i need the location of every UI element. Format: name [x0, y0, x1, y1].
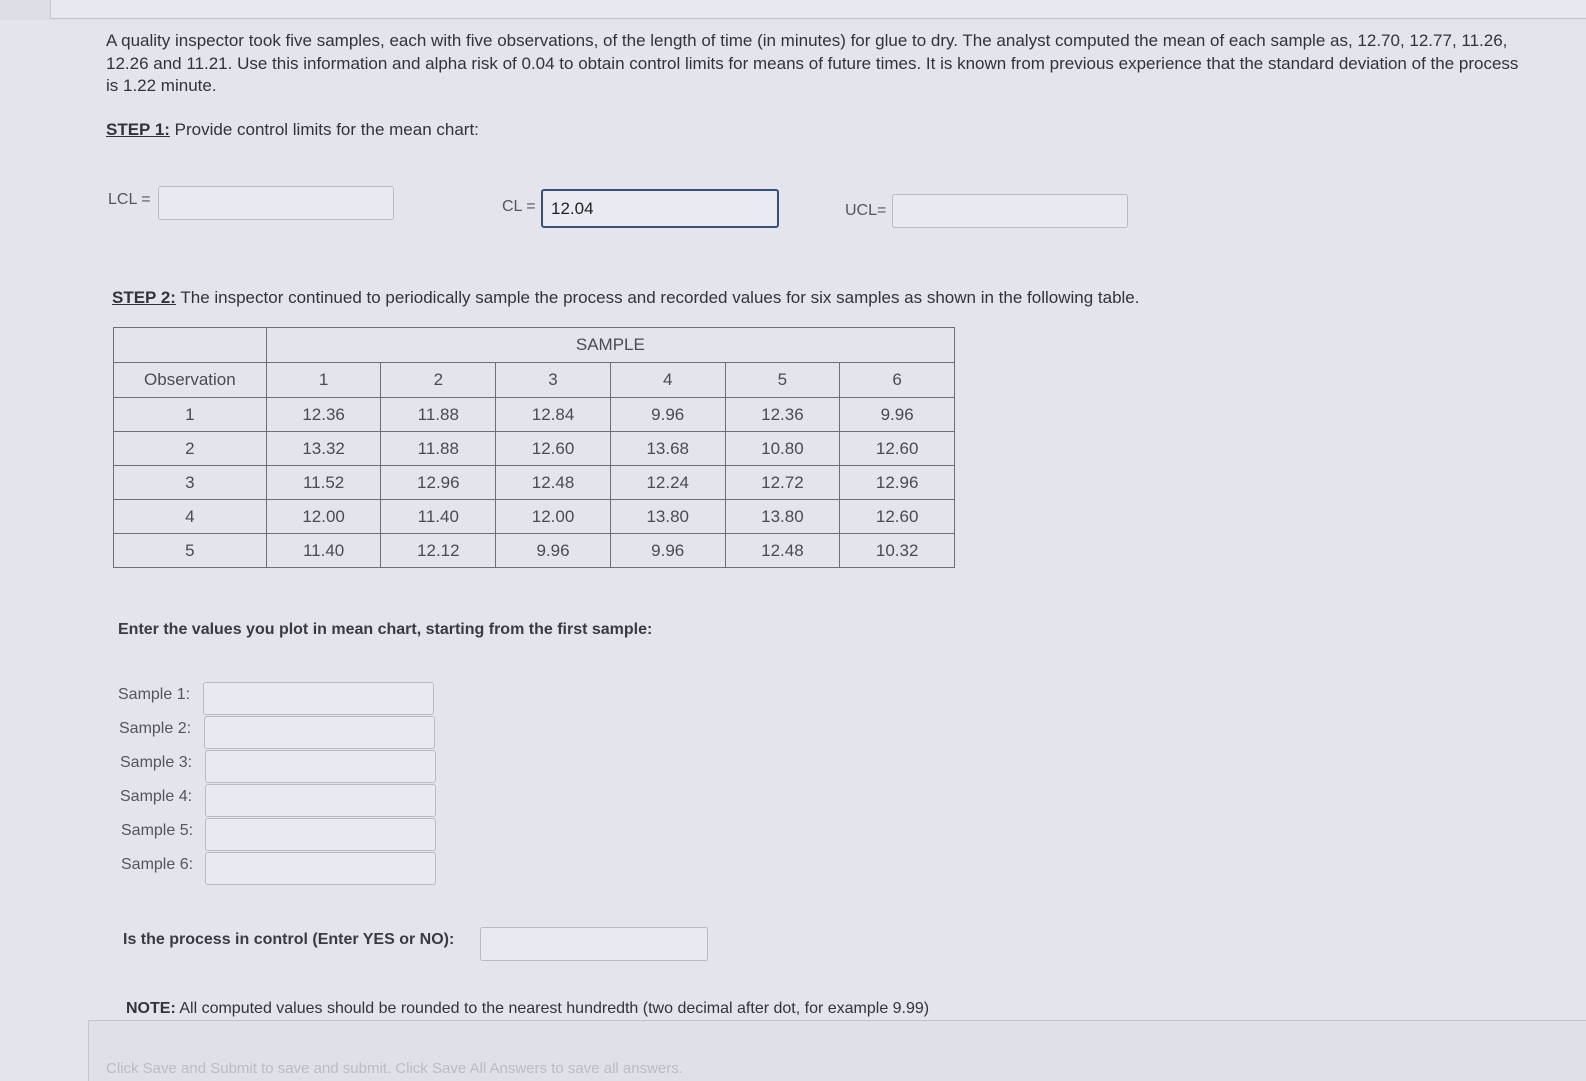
- table-row: [114, 398, 955, 432]
- table-cell: 12.00: [496, 500, 611, 534]
- table-cell: 9.96: [496, 534, 611, 568]
- table-cell: 11.88: [381, 432, 496, 466]
- table-row: [114, 466, 955, 500]
- previous-question-panel: [50, 0, 1586, 19]
- table-cell: 12.00: [266, 500, 381, 534]
- note-label: NOTE:: [126, 1000, 176, 1017]
- table-cell: 12.72: [725, 466, 840, 500]
- sample-group-header: SAMPLE: [266, 328, 954, 363]
- table-cell: 12.36: [266, 398, 381, 432]
- observation-number: 4: [114, 500, 267, 534]
- table-cell: 12.84: [496, 398, 611, 432]
- sample-5-input[interactable]: [205, 818, 436, 851]
- table-cell: 9.96: [840, 398, 955, 432]
- observation-number: 5: [114, 534, 267, 568]
- sample-6-input[interactable]: [205, 852, 436, 885]
- sample-3-input[interactable]: [205, 750, 436, 783]
- problem-statement: A quality inspector took five samples, each with five observations, of the length of time (in minutes) for glue to dry. The analyst computed the mean of each sample as, 12.70, 12.77, 11.26, 12.26 and 11.21. Use this information and alpha risk of 0.04 to obtain control limits for means of future times. It is known from previous experience that the standard deviation of the process is 1.22 minute.: [106, 31, 1519, 95]
- observation-number: 3: [114, 466, 267, 500]
- table-cell: 12.24: [610, 466, 725, 500]
- rounding-note: [126, 1000, 929, 1018]
- observation-number: 1: [114, 398, 267, 432]
- table-cell: 12.96: [840, 466, 955, 500]
- sample-4-input[interactable]: [205, 784, 436, 817]
- sample-5-label: Sample 5:: [121, 822, 194, 839]
- table-cell: 10.80: [725, 432, 840, 466]
- sample-6-label: Sample 6:: [121, 856, 194, 873]
- table-group-header-row: [114, 328, 955, 363]
- table-cell: 11.40: [381, 500, 496, 534]
- observations-table: [113, 327, 955, 568]
- table-corner-cell: [114, 328, 267, 363]
- table-cell: 11.52: [266, 466, 381, 500]
- observation-number: 2: [114, 432, 267, 466]
- sample-4-label: Sample 4:: [120, 788, 193, 805]
- submit-instructions: Click Save and Submit to save and submit. Click Save All Answers to save all answers.: [106, 1060, 683, 1077]
- table-cell: 11.40: [266, 534, 381, 568]
- sample-header: 3: [496, 363, 611, 398]
- sample-1-label: Sample 1:: [118, 686, 191, 703]
- table-row: [114, 500, 955, 534]
- table-cell: 13.80: [725, 500, 840, 534]
- observation-header: Observation: [114, 363, 267, 398]
- table-row: [114, 432, 955, 466]
- table-sample-header-row: [114, 363, 955, 398]
- sample-2-label: Sample 2:: [119, 720, 192, 737]
- table-row: [114, 534, 955, 568]
- control-question-label: Is the process in control (Enter YES or NO):: [123, 931, 455, 948]
- step1-text: Provide control limits for the mean chart:: [169, 120, 479, 139]
- step2-label: STEP 2:: [112, 288, 176, 307]
- sample-1-input[interactable]: [203, 682, 434, 715]
- table-cell: 12.60: [496, 432, 611, 466]
- table-cell: 11.88: [381, 398, 496, 432]
- table-cell: 12.60: [840, 432, 955, 466]
- table-cell: 13.32: [266, 432, 381, 466]
- table-cell: 12.48: [496, 466, 611, 500]
- ucl-input[interactable]: [892, 194, 1128, 228]
- table-cell: 12.12: [381, 534, 496, 568]
- cl-label: CL =: [502, 198, 536, 215]
- table-cell: 12.48: [725, 534, 840, 568]
- plot-values-prompt: Enter the values you plot in mean chart, starting from the first sample:: [118, 621, 653, 638]
- step2-text: The inspector continued to periodically sample the process and recorded values for six samples as shown in the following table.: [175, 288, 1140, 307]
- sample-header: 6: [840, 363, 955, 398]
- step2-heading: [112, 288, 1139, 308]
- sample-header: 5: [725, 363, 840, 398]
- table-cell: 10.32: [840, 534, 955, 568]
- table-cell: 9.96: [610, 534, 725, 568]
- table-cell: 13.80: [610, 500, 725, 534]
- sample-2-input[interactable]: [204, 716, 435, 749]
- table-cell: 12.36: [725, 398, 840, 432]
- table-cell: 12.60: [840, 500, 955, 534]
- step1-heading: [106, 120, 479, 140]
- lcl-input[interactable]: [158, 186, 394, 220]
- table-cell: 13.68: [610, 432, 725, 466]
- table-cell: 9.96: [610, 398, 725, 432]
- ucl-label: UCL=: [845, 202, 887, 219]
- sample-header: 4: [610, 363, 725, 398]
- step1-label: STEP 1:: [106, 120, 170, 139]
- sample-3-label: Sample 3:: [120, 754, 193, 771]
- sample-header: 1: [266, 363, 381, 398]
- note-text: All computed values should be rounded to the nearest hundredth (two decimal after dot, for example 9.99): [175, 1000, 930, 1017]
- table-cell: 12.96: [381, 466, 496, 500]
- in-control-input[interactable]: [480, 927, 708, 961]
- cl-input[interactable]: [541, 189, 779, 228]
- sample-header: 2: [381, 363, 496, 398]
- lcl-label: LCL =: [108, 191, 151, 208]
